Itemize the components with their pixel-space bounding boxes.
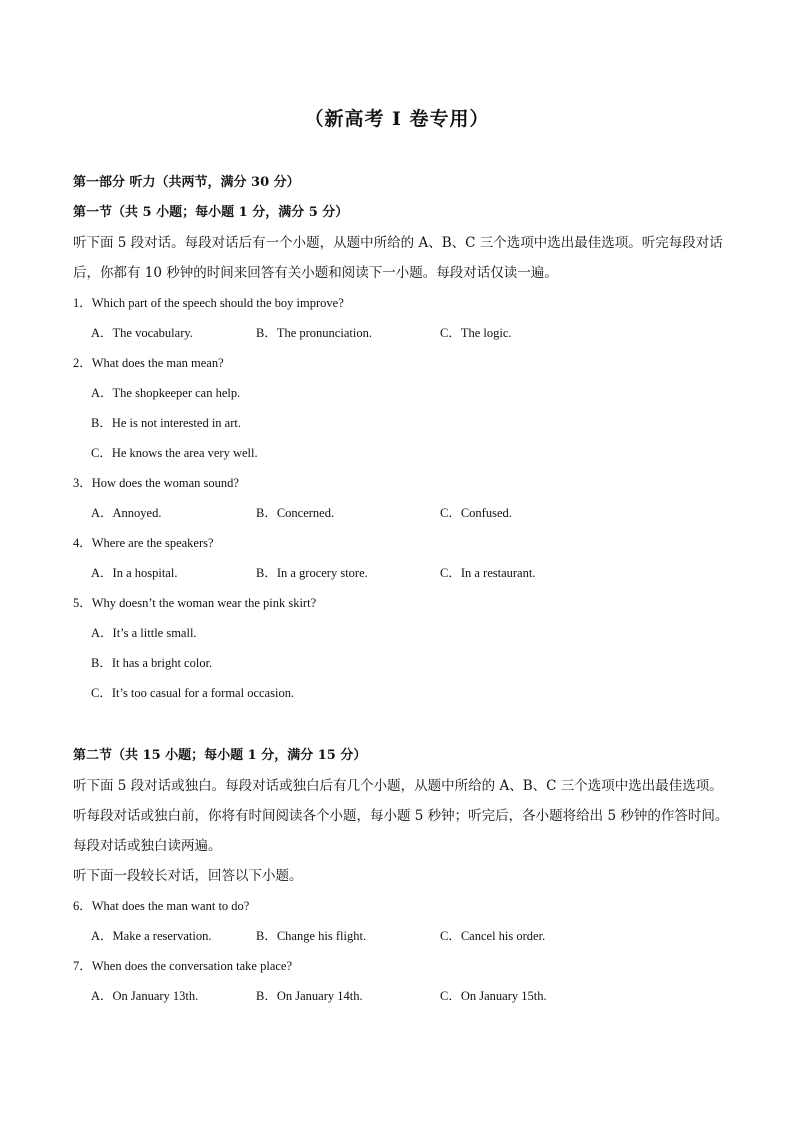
- question-3-options: [73, 498, 733, 528]
- section1-heading: 第一节（共 5 小题；每小题 1 分，满分 5 分）: [73, 205, 349, 220]
- question-4-options: [73, 558, 733, 588]
- question-4: 4．Where are the speakers?: [73, 536, 214, 550]
- question-7: 7．When does the conversation take place?: [73, 959, 293, 973]
- option-c: C．The logic.: [440, 326, 512, 340]
- option-b: B．Change his flight.: [256, 929, 367, 943]
- option-b: B．The pronunciation.: [256, 326, 372, 340]
- section2-instructions: 听下面 5 段对话或独白。每段对话或独白后有几个小题，从题中所给的 A、B、C 三个选项中选出最佳选项。听每段对话或独白前，你将有时间阅读各个小题，每小题 5 秒钟；听完后，各小题将给出 5 秒钟的作答时间。每段对话或独白读两遍。: [73, 778, 729, 854]
- option-a: A．The vocabulary.: [91, 326, 193, 340]
- section1-instructions: 听下面 5 段对话。每段对话后有一个小题，从题中所给的 A、B、C 三个选项中选出最佳选项。听完每段对话后，你都有 10 秒钟的时间来回答有关小题和阅读下一小题。每段对话仅读一遍。: [73, 235, 723, 281]
- option-a: A．Annoyed.: [91, 506, 162, 520]
- option-a: A．Make a reservation.: [91, 929, 212, 943]
- part1-section2: [73, 741, 733, 1011]
- question-2: 2．What does the man mean?: [73, 356, 224, 370]
- option-c: C．In a restaurant.: [440, 566, 536, 580]
- part-heading: 第一部分 听力（共两节，满分 30 分）: [73, 175, 300, 190]
- question-1: 1．Which part of the speech should the boy improve?: [73, 296, 344, 310]
- question-3: 3．How does the woman sound?: [73, 476, 239, 490]
- option-b: B．On January 14th.: [256, 989, 363, 1003]
- option-c: C．Confused.: [440, 506, 512, 520]
- question-6: 6．What does the man want to do?: [73, 899, 250, 913]
- option-a: A．The shopkeeper can help.: [91, 386, 241, 400]
- section2-subheading: 听下面一段较长对话，回答以下小题。: [73, 868, 303, 884]
- part1-section1: [73, 168, 733, 708]
- question-5: 5．Why doesn’t the woman wear the pink skirt?: [73, 596, 317, 610]
- question-7-options: [73, 981, 733, 1011]
- option-a: A．On January 13th.: [91, 989, 199, 1003]
- option-c: C．Cancel his order.: [440, 929, 546, 943]
- option-a: A．In a hospital.: [91, 566, 178, 580]
- option-b: B．It has a bright color.: [91, 656, 213, 670]
- option-a: A．It’s a little small.: [91, 626, 197, 640]
- option-b: B．In a grocery store.: [256, 566, 368, 580]
- option-b: B．He is not interested in art.: [91, 416, 241, 430]
- option-c: C．He knows the area very well.: [91, 446, 258, 460]
- option-b: B．Concerned.: [256, 506, 335, 520]
- option-c: C．On January 15th.: [440, 989, 547, 1003]
- question-1-options: [73, 318, 733, 348]
- option-c: C．It’s too casual for a formal occasion.: [91, 686, 295, 700]
- section2-heading: 第二节（共 15 小题；每小题 1 分，满分 15 分）: [73, 748, 367, 763]
- question-6-options: [73, 921, 733, 951]
- page-title: （新高考 I 卷专用）: [304, 108, 490, 130]
